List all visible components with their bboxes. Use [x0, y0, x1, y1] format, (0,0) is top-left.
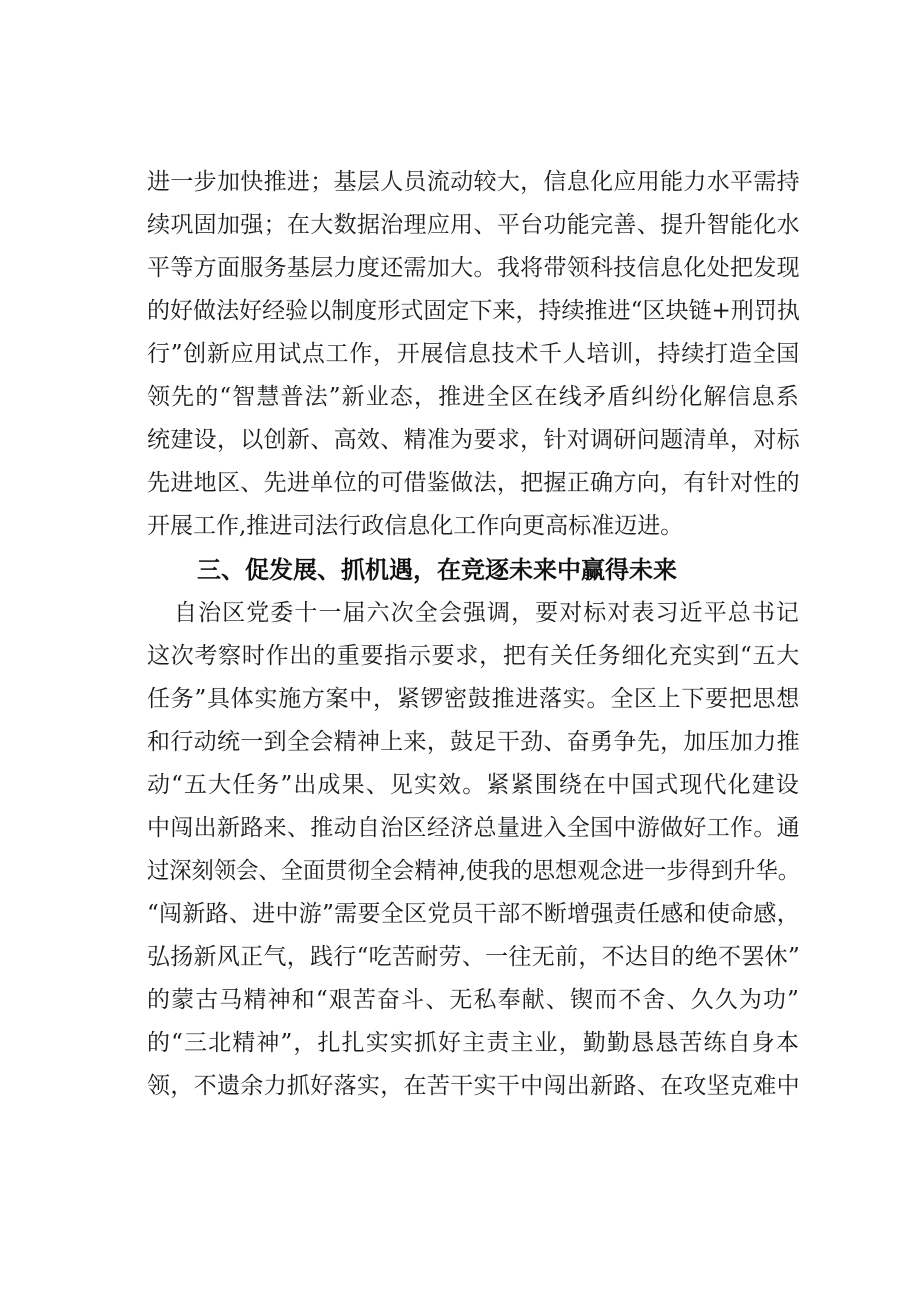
paragraph-1-line-7: 统建设，以创新、高效、精准为要求，针对调研问题清单，对标	[147, 427, 800, 453]
paragraph-2-line-12: 领，不遗余力抓好落实，在苦干实干中闯出新路、在攻坚克难中	[147, 1073, 800, 1099]
paragraph-2-line-3: 任务”具体实施方案中，紧锣密鼓推进落实。全区上下要把思想	[147, 686, 800, 712]
paragraph-2-line-4: 和行动统一到全会精神上来，鼓足干劲、奋勇争先，加压加力推	[147, 729, 800, 755]
paragraph-1-line-6: 领先的“智慧普法”新业态，推进全区在线矛盾纠纷化解信息系	[147, 384, 800, 410]
paragraph-2-line-1: 自治区党委十一届六次全会强调，要对标对表习近平总书记	[174, 600, 800, 626]
paragraph-2-line-6: 中闯出新路来、推动自治区经济总量进入全国中游做好工作。通	[147, 815, 800, 841]
paragraph-1-line-2: 续巩固加强；在大数据治理应用、平台功能完善、提升智能化水	[147, 212, 800, 238]
section-heading: 三、促发展、抓机遇，在竞逐未来中赢得未来	[197, 556, 677, 584]
paragraph-2-line-9: 弘扬新风正气，践行“吃苦耐劳、一往无前，不达目的绝不罢休”	[147, 944, 800, 970]
paragraph-1-line-4: 的好做法好经验以制度形式固定下来，持续推进“区块链+刑罚执	[147, 298, 800, 324]
paragraph-1-line-8: 先进地区、先进单位的可借鉴做法，把握正确方向，有针对性的	[147, 470, 800, 496]
paragraph-2-line-8: “闯新路、进中游”需要全区党员干部不断增强责任感和使命感，	[147, 901, 800, 927]
paragraph-1-line-3: 平等方面服务基层力度还需加大。我将带领科技信息化处把发现	[147, 255, 800, 281]
paragraph-1-line-9: 开展工作,推进司法行政信息化工作向更高标准迈进。	[147, 513, 684, 539]
paragraph-2-line-11: 的“三北精神”，扎扎实实抓好主责主业，勤勤恳恳苦练自身本	[147, 1030, 800, 1056]
paragraph-2-line-10: 的蒙古马精神和“艰苦奋斗、无私奉献、锲而不舍、久久为功”	[147, 987, 800, 1013]
paragraph-1-line-1: 进一步加快推进；基层人员流动较大，信息化应用能力水平需持	[147, 169, 800, 195]
paragraph-2-line-7: 过深刻领会、全面贯彻全会精神,使我的思想观念进一步得到升华。	[147, 858, 800, 884]
paragraph-2-line-5: 动“五大任务”出成果、见实效。紧紧围绕在中国式现代化建设	[147, 772, 800, 798]
paragraph-2-line-2: 这次考察时作出的重要指示要求，把有关任务细化充实到“五大	[147, 643, 800, 669]
paragraph-1-line-5: 行”创新应用试点工作，开展信息技术千人培训，持续打造全国	[147, 341, 800, 367]
